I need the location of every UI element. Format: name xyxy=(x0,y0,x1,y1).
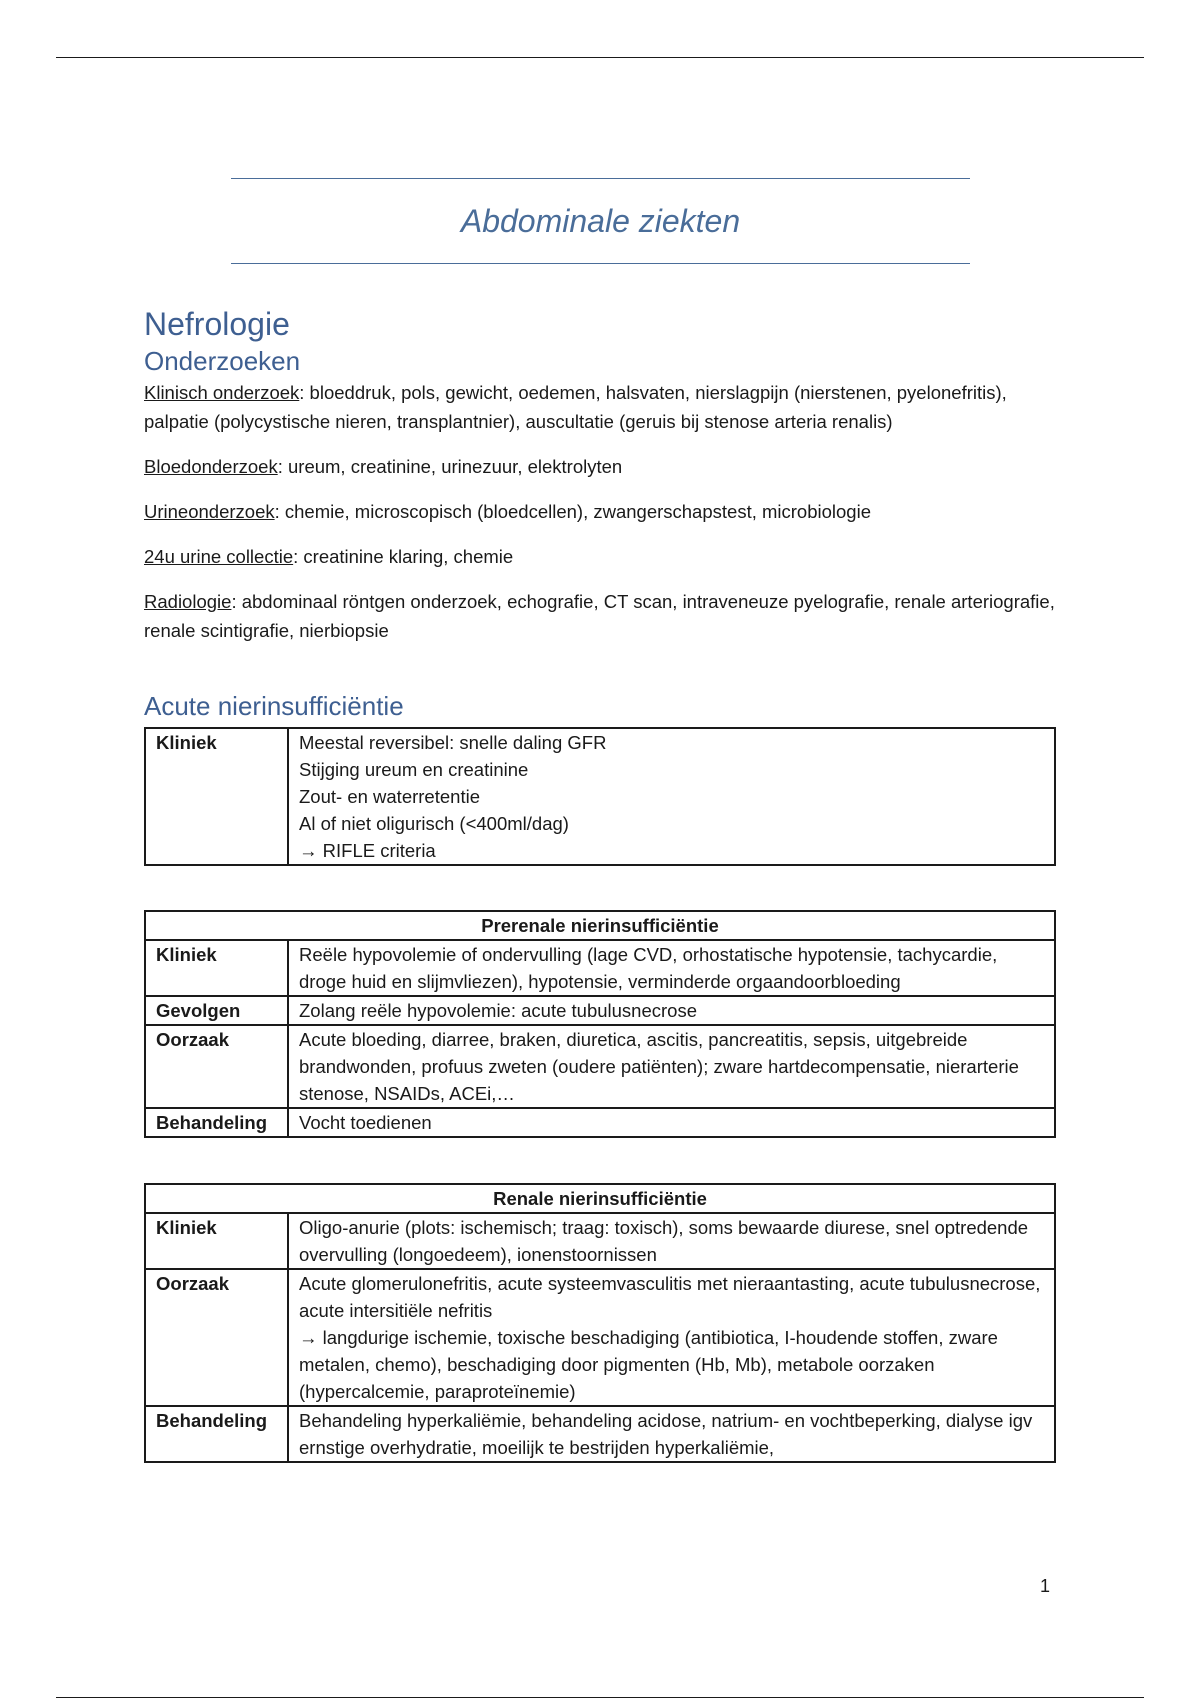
table-header-row xyxy=(145,911,1055,940)
row-key: Kliniek xyxy=(145,728,288,865)
para-label: Urineonderzoek xyxy=(144,501,275,522)
heading-acute-nierinsufficientie: Acute nierinsufficiëntie xyxy=(144,691,404,721)
heading-nefrologie: Nefrologie xyxy=(144,306,290,342)
row-key: Oorzaak xyxy=(145,1025,288,1108)
oorzaak-line: → langdurige ischemie, toxische beschadiging (antibiotica, I-houdende stoffen, zware metalen, chemo), beschadiging door pigmenten (Hb, Mb), metabole oorzaken (hypercalcemie, paraproteïnemie) xyxy=(299,1327,998,1402)
row-key: Kliniek xyxy=(145,1213,288,1269)
table-row xyxy=(145,1025,1055,1108)
para-text: : abdominaal röntgen onderzoek, echografie, CT scan, intraveneuze pyelografie, renale arteriografie, renale scintigrafie, nierbiopsie xyxy=(144,591,1055,641)
kliniek-line: → RIFLE criteria xyxy=(299,840,436,861)
page-bottom-rule xyxy=(56,1697,1144,1698)
title-block xyxy=(231,178,970,264)
row-value: Reële hypovolemie of ondervulling (lage CVD, orhostatische hypotensie, tachycardie, droge huid en slijmvliezen), hypotensie, verminderde orgaandoorbloeding xyxy=(288,940,1055,996)
page-number: 1 xyxy=(1040,1576,1051,1596)
heading-onderzoeken: Onderzoeken xyxy=(144,346,301,376)
para-urineonderzoek xyxy=(144,497,1056,526)
table-row xyxy=(145,1269,1055,1406)
para-radiologie xyxy=(144,587,1056,645)
kliniek-line: Al of niet oligurisch (<400ml/dag) xyxy=(299,813,569,834)
para-text: : creatinine klaring, chemie xyxy=(293,546,514,567)
table-row xyxy=(145,1108,1055,1137)
para-text: : bloeddruk, pols, gewicht, oedemen, halsvaten, nierslagpijn (nierstenen, pyelonefritis), palpatie (polycystische nieren, transplantnier), auscultatie (geruis bij stenose arteria renalis) xyxy=(144,382,1007,432)
row-value: Acute bloeding, diarree, braken, diuretica, ascitis, pancreatitis, sepsis, uitgebreide brandwonden, profuus zweten (oudere patiënten); zware hartdecompensatie, nierarterie stenose, NSAIDs, ACEi,… xyxy=(288,1025,1055,1108)
row-key: Behandeling xyxy=(145,1406,288,1462)
row-value xyxy=(288,1269,1055,1406)
oorzaak-line: Acute glomerulonefritis, acute systeemvasculitis met nieraantasting, acute tubulusnecrose, acute intersitiële nefritis xyxy=(299,1273,1041,1321)
page-top-rule xyxy=(56,57,1144,58)
para-label: Radiologie xyxy=(144,591,232,612)
row-value: Oligo-anurie (plots: ischemisch; traag: toxisch), soms bewaarde diurese, snel optredende overvulling (longoedeem), ionenstoornissen xyxy=(288,1213,1055,1269)
para-label: Klinisch onderzoek xyxy=(144,382,300,403)
kliniek-line: Meestal reversibel: snelle daling GFR xyxy=(299,732,607,753)
para-24u-urine-collectie xyxy=(144,542,1056,571)
para-klinisch-onderzoek xyxy=(144,378,1056,436)
kliniek-line: Stijging ureum en creatinine xyxy=(299,759,529,780)
table-header: Renale nierinsufficiëntie xyxy=(145,1184,1055,1213)
row-value: Behandeling hyperkaliëmie, behandeling acidose, natrium- en vochtbeperking, dialyse igv ernstige overhydratie, moeilijk te bestrijden hyperkaliëmie, xyxy=(288,1406,1055,1462)
row-key: Oorzaak xyxy=(145,1269,288,1406)
table-row xyxy=(145,728,1055,865)
table-row xyxy=(145,1406,1055,1462)
document-title: Abdominale ziekten xyxy=(460,203,741,239)
para-label: 24u urine collectie xyxy=(144,546,294,567)
para-text: : chemie, microscopisch (bloedcellen), zwangerschapstest, microbiologie xyxy=(274,501,871,522)
para-label: Bloedonderzoek xyxy=(144,456,278,477)
row-value: Vocht toedienen xyxy=(288,1108,1055,1137)
document-body xyxy=(144,304,1056,1463)
prerenal-table xyxy=(144,910,1056,1138)
table-row xyxy=(145,940,1055,996)
renal-table xyxy=(144,1183,1056,1463)
row-key: Gevolgen xyxy=(145,996,288,1025)
title-rule-bottom xyxy=(231,263,970,264)
table-row xyxy=(145,996,1055,1025)
para-bloedonderzoek xyxy=(144,452,1056,481)
row-key: Kliniek xyxy=(145,940,288,996)
para-text: : ureum, creatinine, urinezuur, elektrolyten xyxy=(277,456,623,477)
kliniek-line: Zout- en waterretentie xyxy=(299,786,480,807)
acute-kliniek-table xyxy=(144,727,1056,866)
table-header: Prerenale nierinsufficiëntie xyxy=(145,911,1055,940)
table-header-row xyxy=(145,1184,1055,1213)
row-value: Zolang reële hypovolemie: acute tubulusnecrose xyxy=(288,996,1055,1025)
row-value xyxy=(288,728,1055,865)
table-row xyxy=(145,1213,1055,1269)
row-key: Behandeling xyxy=(145,1108,288,1137)
